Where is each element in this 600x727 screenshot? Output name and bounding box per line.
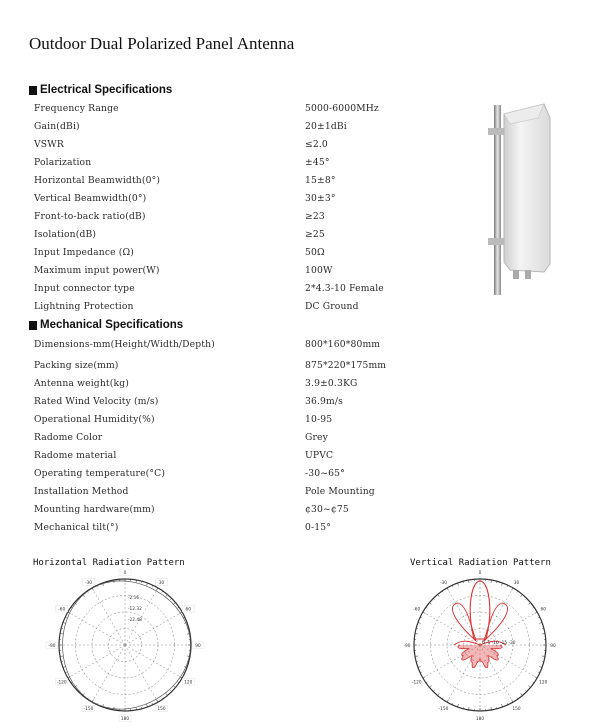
spec-value: 800*160*80mm — [305, 339, 381, 350]
spec-row — [34, 139, 414, 155]
spec-label: Maximum input power(W) — [34, 265, 160, 276]
spec-row — [34, 486, 414, 502]
v-angle-label: -60 — [413, 607, 421, 613]
spec-row — [34, 121, 414, 137]
v-angle-label: 180 — [475, 717, 485, 722]
spec-label: VSWR — [34, 139, 64, 150]
v-tick — [423, 612, 426, 614]
h-ring-label: -22.48 — [128, 618, 142, 623]
h-grid-spoke — [68, 612, 125, 645]
spec-row — [34, 378, 414, 394]
v-angle-label: 120 — [539, 680, 548, 686]
spec-value: 5000-6000MHz — [305, 103, 379, 114]
spec-value: 20±1dBi — [305, 121, 347, 132]
v-tick — [512, 700, 514, 703]
v-tick — [423, 677, 426, 679]
spec-row — [34, 157, 414, 173]
v-angle-label: 60 — [540, 607, 546, 613]
h-angle-label: 30 — [158, 580, 165, 586]
square-bullet-icon — [29, 321, 37, 330]
h-grid-spoke — [68, 645, 125, 678]
v-tick — [447, 700, 449, 703]
h-grid-spoke — [92, 588, 125, 645]
spec-value: 15±8° — [305, 175, 336, 186]
connector-1 — [513, 270, 519, 279]
spec-value: 36.9m/s — [305, 396, 344, 407]
spec-label: Operational Humidity(%) — [34, 414, 155, 425]
spec-label: Gain(dBi) — [34, 121, 80, 132]
spec-value: ≥23 — [305, 211, 325, 222]
h-angle-label: -150 — [83, 707, 94, 713]
spec-label: Isolation(dB) — [34, 229, 97, 240]
v-tick — [512, 588, 514, 591]
spec-label: Mounting hardware(mm) — [34, 504, 155, 515]
horizontal-pattern-plot — [50, 565, 200, 723]
spec-row — [34, 468, 414, 484]
spec-value: ≤2.0 — [305, 139, 328, 150]
spec-label: Packing size(mm) — [34, 360, 119, 371]
spec-value: 875*220*175mm — [305, 360, 387, 371]
spec-row — [34, 450, 414, 466]
h-grid-spoke — [125, 645, 158, 702]
spec-value: Pole Mounting — [305, 486, 375, 497]
spec-row — [34, 103, 414, 119]
spec-label: Vertical Beamwidth(0°) — [34, 193, 147, 204]
spec-value: UPVC — [305, 450, 334, 461]
v-scale-label: 0 -5 -10 -15 -20 — [482, 641, 516, 646]
mechanical-spec-heading — [29, 319, 183, 331]
v-angle-label: 0 — [478, 571, 482, 576]
h-tick — [165, 693, 167, 695]
h-grid-spoke — [125, 645, 182, 678]
spec-value: 3.9±0.3KG — [305, 378, 358, 389]
h-tick — [157, 588, 159, 591]
v-angle-label: -30 — [439, 580, 448, 586]
h-angle-label: 0 — [123, 571, 127, 576]
v-tick — [447, 588, 449, 591]
spec-value: 0-15° — [305, 522, 331, 533]
spec-row — [34, 432, 414, 448]
h-angle-label: 90 — [195, 644, 201, 649]
v-tick — [520, 693, 522, 695]
vertical-pattern-plot — [400, 565, 560, 723]
spec-label: Operating temperature(°C) — [34, 468, 166, 479]
spec-label: Frequency Range — [34, 103, 119, 114]
spec-value: ±45° — [305, 157, 330, 168]
spec-label: Installation Method — [34, 486, 129, 497]
v-tick — [535, 677, 538, 679]
spec-label: Front-to-back ratio(dB) — [34, 211, 146, 222]
h-grid-spoke — [92, 645, 125, 702]
spec-row — [34, 396, 414, 412]
spec-row — [34, 175, 414, 191]
v-tick — [438, 693, 440, 695]
spec-row — [34, 247, 414, 263]
v-tick — [429, 685, 431, 687]
v-tick — [535, 612, 538, 614]
v-tick — [438, 594, 440, 596]
v-side-lobe-right — [484, 603, 508, 641]
spec-label: Radome material — [34, 450, 117, 461]
h-ring-label: -2.16 — [128, 596, 140, 601]
v-angle-label: 150 — [512, 707, 521, 713]
v-back-lobes — [458, 645, 502, 668]
v-tick — [528, 603, 530, 605]
spec-row — [34, 301, 414, 317]
electrical-spec-heading-text: Electrical Specifications — [40, 84, 173, 96]
antenna-photo — [470, 100, 570, 300]
v-angle-label: -120 — [411, 680, 422, 686]
vertical-pattern-title: Vertical Radiation Pattern — [410, 558, 551, 568]
h-angle-label: -60 — [58, 607, 66, 613]
v-tick — [528, 685, 530, 687]
electrical-spec-heading — [29, 84, 172, 96]
spec-value: ¢30~¢75 — [305, 504, 349, 515]
connector-2 — [525, 270, 531, 279]
spec-label: Dimensions-mm(Height/Width/Depth) — [34, 339, 215, 350]
spec-label: Rated Wind Velocity (m/s) — [34, 396, 159, 407]
v-tick — [520, 594, 522, 596]
spec-row — [34, 522, 414, 538]
h-angle-label: -90 — [48, 644, 56, 649]
spec-row — [34, 414, 414, 430]
spec-value: Grey — [305, 432, 328, 443]
antenna-radome — [504, 104, 550, 272]
spec-value: 10-95 — [305, 414, 333, 425]
spec-row — [34, 283, 414, 299]
spec-label: Antenna weight(kg) — [34, 378, 129, 389]
spec-value: 2*4.3-10 Female — [305, 283, 384, 294]
v-angle-label: 90 — [550, 644, 556, 649]
h-angle-label: -120 — [56, 680, 67, 686]
spec-row — [34, 339, 414, 355]
spec-row — [34, 193, 414, 209]
spec-label: Input connector type — [34, 283, 135, 294]
v-angle-label: -90 — [403, 644, 411, 649]
mechanical-spec-heading-text: Mechanical Specifications — [40, 319, 184, 331]
spec-value: ≥25 — [305, 229, 325, 240]
spec-label: Mechanical tilt(°) — [34, 522, 119, 533]
spec-label: Radome Color — [34, 432, 103, 443]
v-angle-label: -150 — [438, 707, 449, 713]
spec-value: 50Ω — [305, 247, 325, 258]
h-angle-label: 180 — [120, 717, 130, 722]
spec-value: 30±3° — [305, 193, 336, 204]
spec-value: DC Ground — [305, 301, 359, 312]
h-angle-label: 60 — [185, 607, 191, 613]
v-tick — [429, 603, 431, 605]
spec-label: Input Impedance (Ω) — [34, 247, 135, 258]
spec-row — [34, 360, 414, 376]
spec-row — [34, 229, 414, 245]
spec-value: 100W — [305, 265, 333, 276]
spec-label: Lightning Protection — [34, 301, 134, 312]
spec-value: -30~65° — [305, 468, 345, 479]
spec-row — [34, 265, 414, 281]
spec-row — [34, 211, 414, 227]
page-title: Outdoor Dual Polarized Panel Antenna — [29, 34, 295, 53]
h-angle-label: 120 — [184, 680, 193, 686]
spec-row — [34, 504, 414, 520]
h-tick — [157, 700, 159, 703]
h-ring-label: -12.32 — [128, 607, 142, 612]
spec-label: Horizontal Beamwidth(0°) — [34, 175, 161, 186]
h-angle-label: -30 — [84, 580, 93, 586]
h-grid-spoke — [125, 612, 182, 645]
square-bullet-icon — [29, 86, 37, 95]
h-tick — [165, 594, 167, 596]
v-angle-label: 30 — [513, 580, 520, 586]
v-side-lobe-left — [452, 603, 476, 641]
spec-label: Polarization — [34, 157, 92, 168]
horizontal-pattern-title: Horizontal Radiation Pattern — [33, 558, 185, 568]
h-angle-label: 150 — [157, 707, 166, 713]
